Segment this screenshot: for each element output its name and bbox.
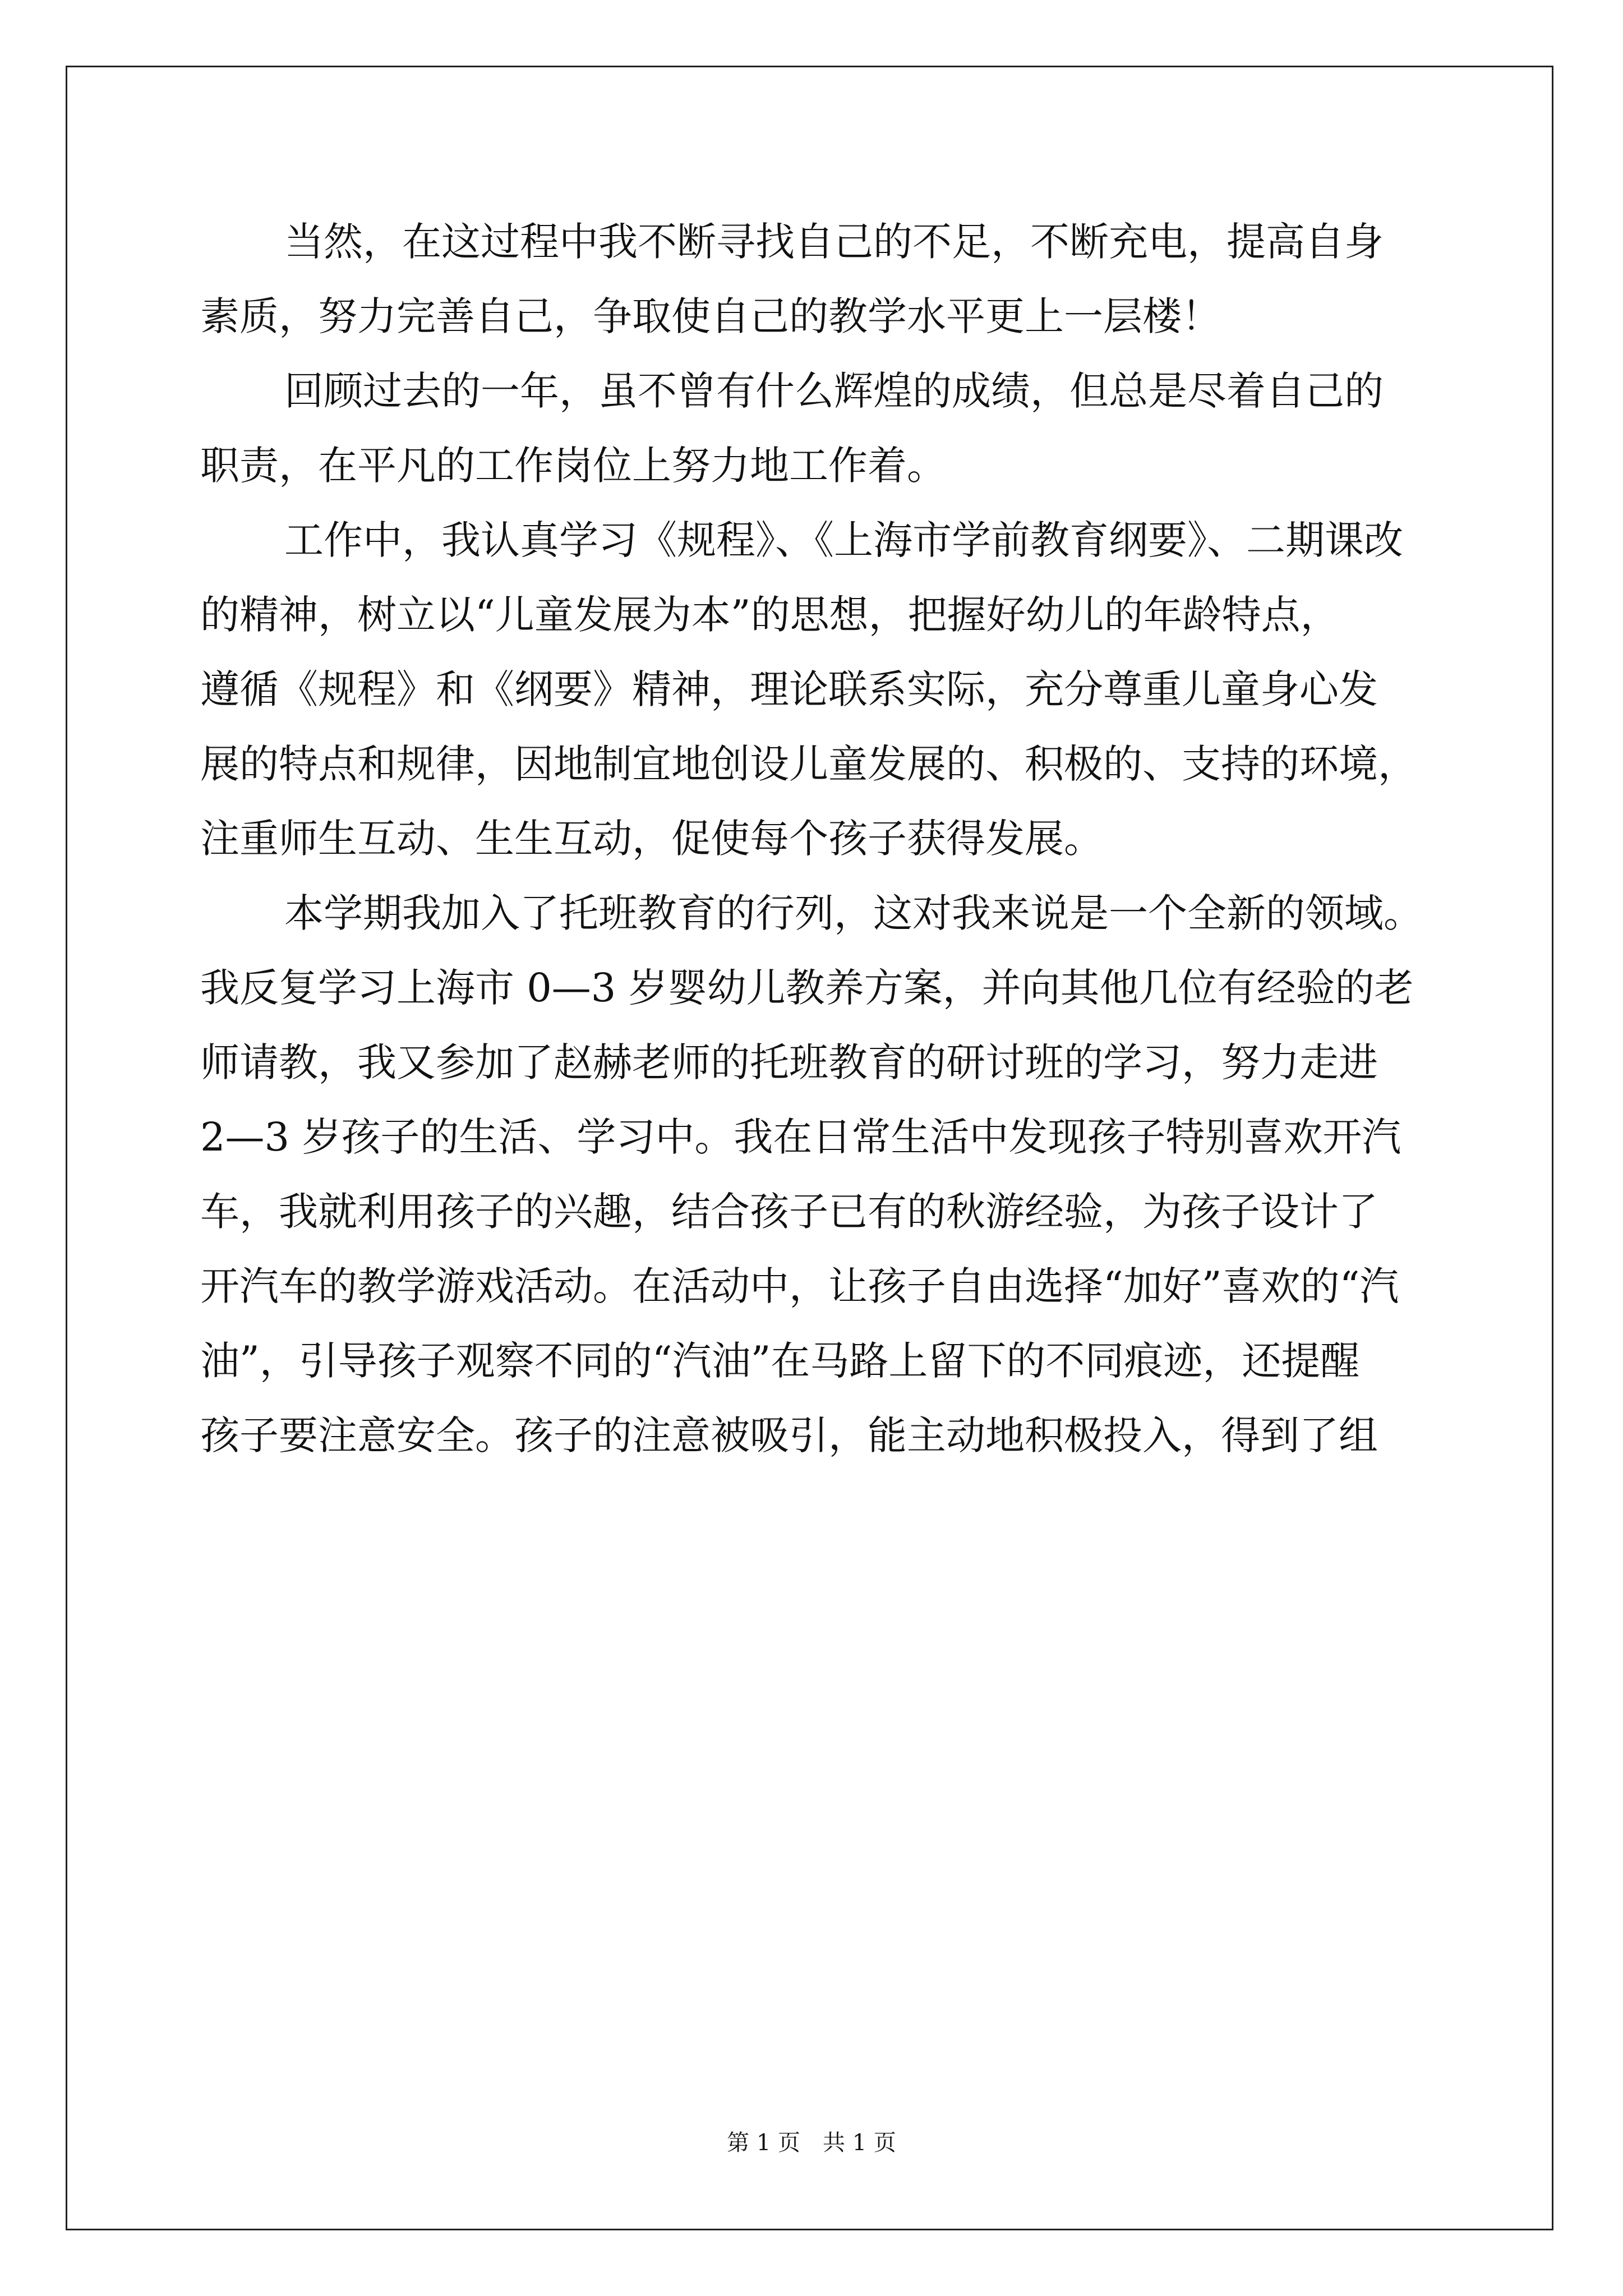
document-body — [200, 205, 1423, 1473]
text-line: 开汽车的教学游戏活动。在活动中，让孩子自由选择“加好”喜欢的“汽 — [200, 1263, 1399, 1309]
text-line: 我反复学习上海市 0—3 岁婴幼儿教养方案，并向其他几位有经验的老 — [200, 965, 1414, 1011]
text-line: 的精神，树立以“儿童发展为本”的思想，把握好幼儿的年龄特点， — [200, 592, 1340, 638]
text-line: 注重师生互动、生生互动，促使每个孩子获得发展。 — [200, 816, 1103, 862]
text-line: 师请教，我又参加了赵赫老师的托班教育的研讨班的学习，努力走进 — [200, 1039, 1378, 1085]
text-line: 回顾过去的一年，虽不曾有什么辉煌的成绩，但总是尽着自己的 — [284, 368, 1384, 414]
text-line: 本学期我加入了托班教育的行列，这对我来说是一个全新的领域。 — [284, 890, 1423, 936]
text-line: 素质，努力完善自己，争取使自己的教学水平更上一层楼！ — [200, 293, 1221, 339]
text-line: 展的特点和规律，因地制宜地创设儿童发展的、积极的、支持的环境， — [200, 741, 1417, 787]
text-line: 车，我就利用孩子的兴趣，结合孩子已有的秋游经验，为孩子设计了 — [200, 1189, 1378, 1235]
page-footer: 第 1 页 共 1 页 — [727, 2130, 896, 2156]
text-line: 2—3 岁孩子的生活、学习中。我在日常生活中发现孩子特别喜欢开汽 — [200, 1114, 1401, 1160]
text-line: 职责，在平凡的工作岗位上努力地工作着。 — [200, 443, 946, 489]
text-line: 工作中，我认真学习《规程》、《上海市学前教育纲要》、二期课改 — [284, 517, 1403, 563]
text-line: 油”，引导孩子观察不同的“汽油”在马路上留下的不同痕迹，还提醒 — [200, 1338, 1360, 1384]
text-line: 孩子要注意安全。孩子的注意被吸引，能主动地积极投入，得到了组 — [200, 1412, 1378, 1458]
text-line: 遵循《规程》和《纲要》精神，理论联系实际，充分尊重儿童身心发 — [200, 666, 1378, 712]
text-line: 当然，在这过程中我不断寻找自己的不足，不断充电，提高自身 — [284, 219, 1384, 265]
